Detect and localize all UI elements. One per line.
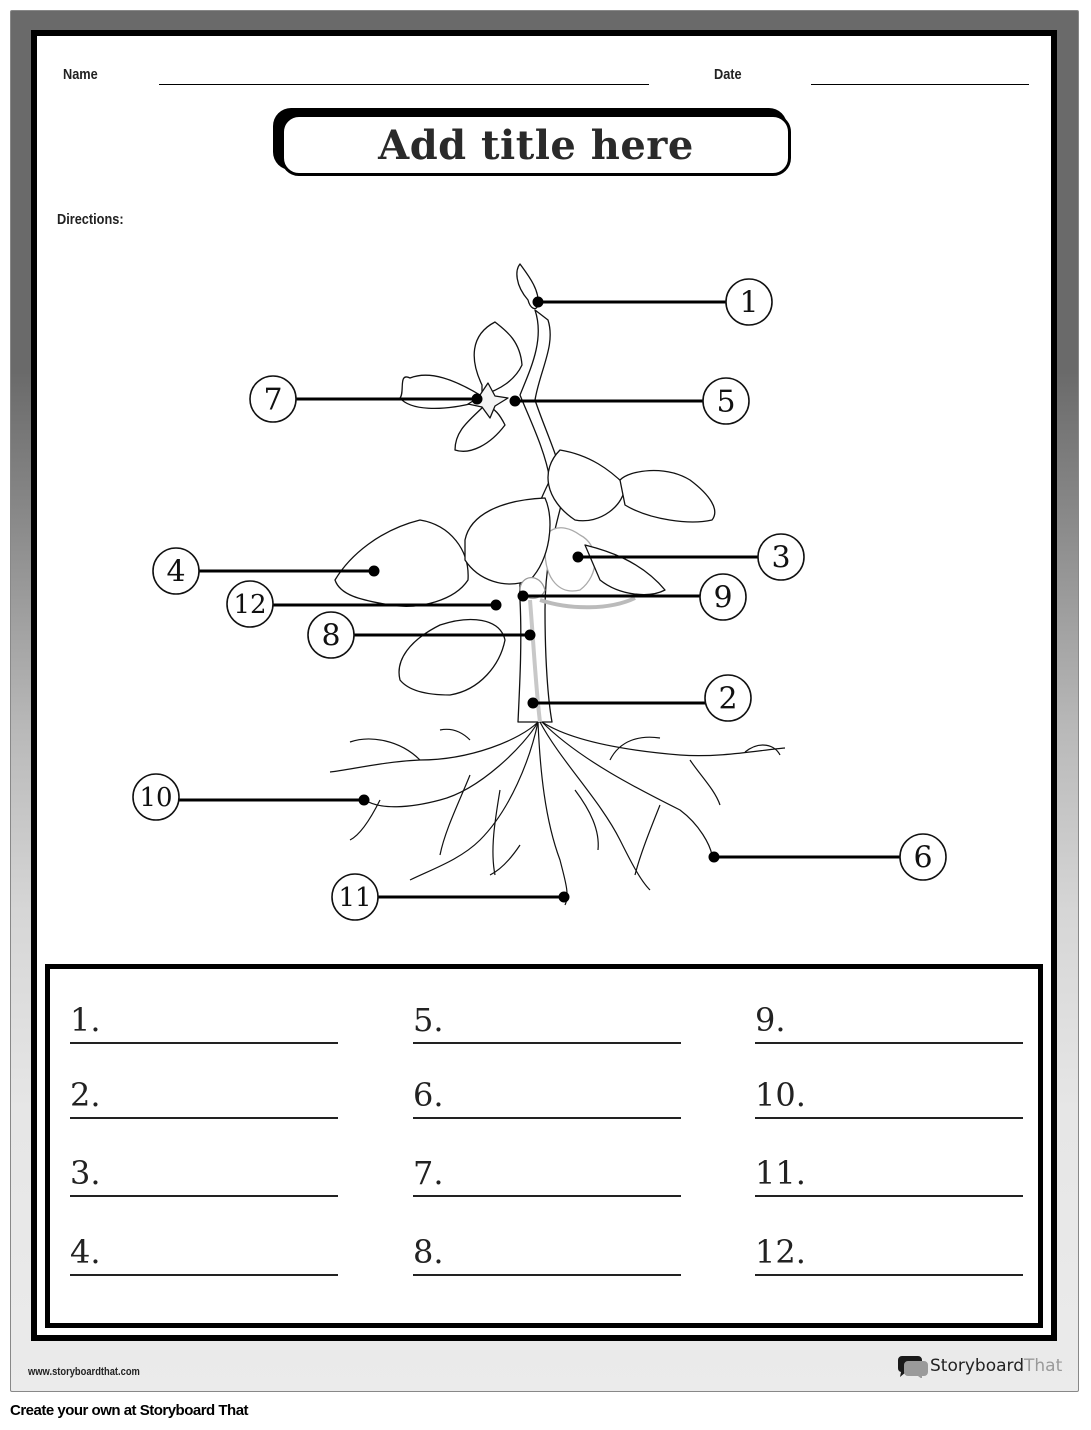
answer-line-4[interactable]: [70, 1226, 338, 1276]
answer-number: 7.: [413, 1154, 444, 1192]
worksheet-page: [31, 30, 1057, 1341]
answer-line-8[interactable]: [413, 1226, 681, 1276]
callout-10: 10: [139, 783, 173, 813]
answer-rule: [413, 1117, 681, 1119]
brand-word-secondary: That: [1024, 1356, 1063, 1376]
answer-rule: [755, 1042, 1023, 1044]
answer-line-12[interactable]: [755, 1226, 1023, 1276]
page-title[interactable]: Add title here: [378, 121, 694, 169]
plant-diagram: [37, 36, 1051, 956]
create-your-own-link[interactable]: Create your own at Storyboard That: [10, 1402, 249, 1419]
answer-rule: [755, 1274, 1023, 1276]
callout-4: 4: [166, 554, 186, 590]
answer-rule: [413, 1042, 681, 1044]
answer-line-10[interactable]: [755, 1069, 1023, 1119]
answer-number: 4.: [70, 1233, 101, 1271]
callout-7: 7: [263, 382, 283, 418]
answer-line-11[interactable]: [755, 1147, 1023, 1197]
answer-rule: [755, 1195, 1023, 1197]
answer-rule: [755, 1117, 1023, 1119]
answer-line-7[interactable]: [413, 1147, 681, 1197]
answer-line-3[interactable]: [70, 1147, 338, 1197]
answer-number: 11.: [755, 1154, 806, 1192]
callout-12: 12: [233, 590, 267, 620]
answer-number: 6.: [413, 1076, 444, 1114]
answer-rule: [413, 1195, 681, 1197]
answer-number: 1.: [70, 1001, 101, 1039]
brand-word-primary: Storyboard: [930, 1356, 1024, 1376]
answer-rule: [70, 1042, 338, 1044]
answer-rule: [413, 1274, 681, 1276]
callout-5: 5: [716, 384, 736, 420]
answer-number: 2.: [70, 1076, 101, 1114]
storyboardthat-logo[interactable]: [896, 1354, 1062, 1378]
answer-number: 3.: [70, 1154, 101, 1192]
speech-bubbles-icon: [896, 1354, 930, 1378]
answer-number: 9.: [755, 1001, 786, 1039]
answer-rule: [70, 1117, 338, 1119]
answer-box: [45, 964, 1043, 1328]
footer-url[interactable]: www.storyboardthat.com: [28, 1366, 140, 1378]
callout-2: 2: [718, 681, 738, 717]
answer-number: 12.: [755, 1233, 806, 1271]
answer-rule: [70, 1274, 338, 1276]
callout-3: 3: [771, 540, 791, 576]
callout-9: 9: [713, 580, 733, 616]
answer-line-9[interactable]: [755, 994, 1023, 1044]
date-label: Date: [714, 66, 742, 83]
answer-rule: [70, 1195, 338, 1197]
answer-number: 8.: [413, 1233, 444, 1271]
callout-6: 6: [913, 840, 933, 876]
callout-1: 1: [739, 285, 759, 321]
answer-line-5[interactable]: [413, 994, 681, 1044]
answer-number: 10.: [755, 1076, 806, 1114]
callout-11: 11: [338, 883, 372, 913]
callout-8: 8: [321, 618, 341, 654]
answer-number: 5.: [413, 1001, 444, 1039]
answer-line-6[interactable]: [413, 1069, 681, 1119]
directions-label: Directions:: [57, 211, 124, 228]
answer-line-1[interactable]: [70, 994, 338, 1044]
name-label: Name: [63, 66, 98, 83]
answer-line-2[interactable]: [70, 1069, 338, 1119]
